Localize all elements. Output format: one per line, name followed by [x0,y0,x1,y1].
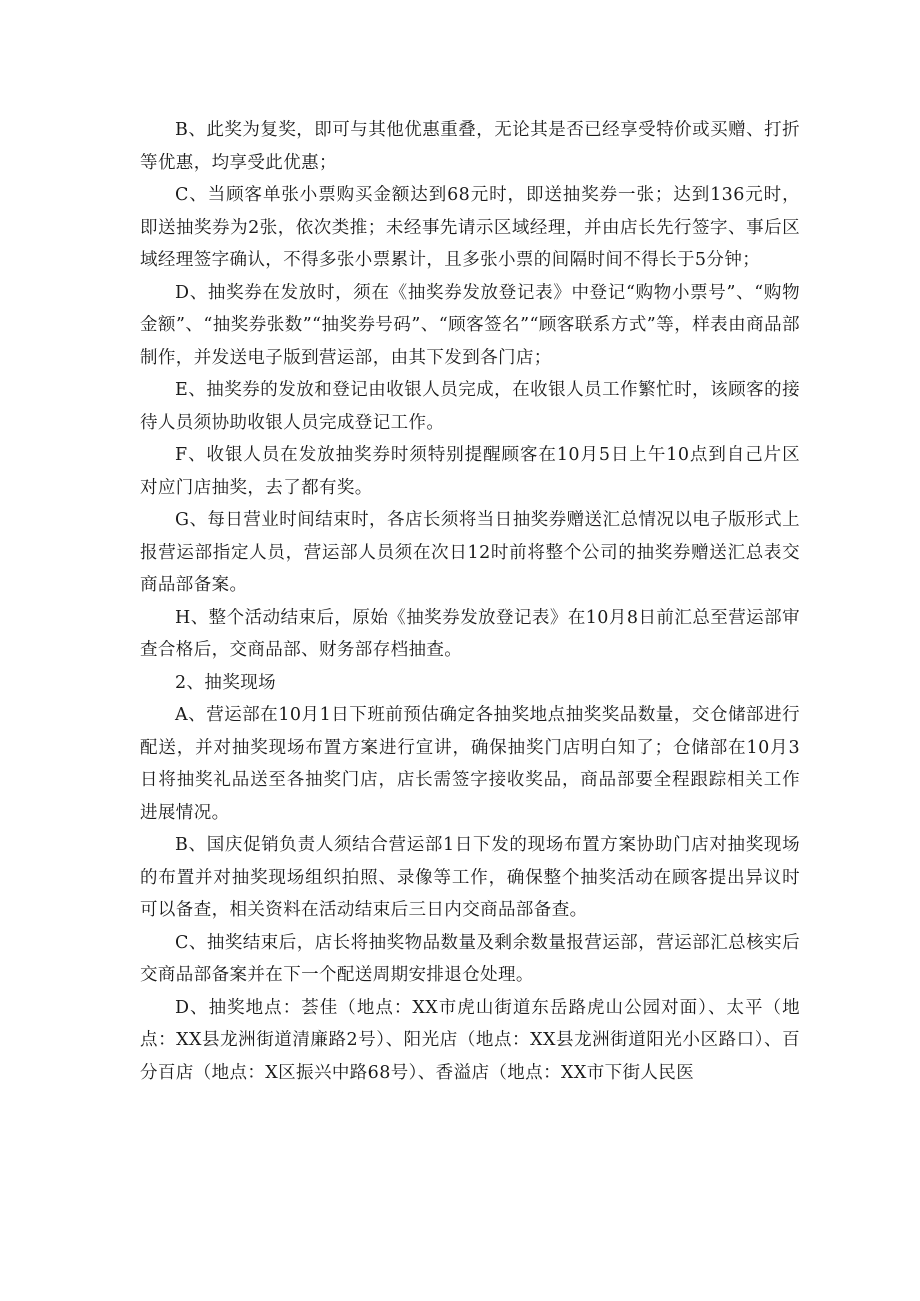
paragraph-b: B、此奖为复奖，即可与其他优惠重叠，无论其是否已经享受特价或买赠、打折等优惠，均享受此优惠； [140,120,800,173]
section-paragraph-b: B、国庆促销负责人须结合营运部1日下发的现场布置方案协助门店对抽奖现场的布置并对抽奖现场组织拍照、录像等工作，确保整个抽奖活动在顾客提出异议时可以备查，相关资料在活动结束后三日内交商品部备查。 [140,835,800,920]
section-paragraph-c: C、抽奖结束后，店长将抽奖物品数量及剩余数量报营运部，营运部汇总核实后交商品部备案并在下一个配送周期安排退仓处理。 [140,932,800,985]
paragraph-g: G、每日营业时间结束时，各店长须将当日抽奖券赠送汇总情况以电子版形式上报营运部指定人员，营运部人员须在次日12时前将整个公司的抽奖券赠送汇总表交商品部备案。 [140,510,800,595]
document-body [140,114,800,1089]
paragraph-d: D、抽奖券在发放时，须在《抽奖券发放登记表》中登记“购物小票号”、“购物金额”、“抽奖券张数”“抽奖券号码”、“顾客签名”“顾客联系方式”等，样表由商品部制作，并发送电子版到营运部，由其下发到各门店； [140,282,800,368]
paragraph-h: H、整个活动结束后，原始《抽奖券发放登记表》在10月8日前汇总至营运部审查合格后，交商品部、财务部存档抽查。 [140,607,800,660]
section-paragraph-a: A、营运部在10月1日下班前预估确定各抽奖地点抽奖奖品数量，交仓储部进行配送，并对抽奖现场布置方案进行宣讲，确保抽奖门店明白知了；仓储部在10月3日将抽奖礼品送至各抽奖门店，店长需签字接收奖品，商品部要全程跟踪相关工作进展情况。 [140,705,800,823]
paragraph-e: E、抽奖券的发放和登记由收银人员完成，在收银人员工作繁忙时，该顾客的接待人员须协助收银人员完成登记工作。 [140,380,800,433]
section-paragraph-d: D、抽奖地点：荟佳（地点：XX市虎山街道东岳路虎山公园对面）、太平（地点：XX县龙洲街道清廉路2号）、阳光店（地点：XX县龙洲街道阳光小区路口）、百分百店（地点：X区振兴中路68号）、香溢店（地点：XX市下街人民医 [140,997,800,1083]
paragraph-f: F、收银人员在发放抽奖券时须特别提醒顾客在10月5日上午10点到自己片区对应门店抽奖，去了都有奖。 [140,445,800,498]
section-heading: 2、抽奖现场 [175,672,277,693]
paragraph-c: C、当顾客单张小票购买金额达到68元时，即送抽奖券一张；达到136元时，即送抽奖券为2张，依次类推；未经事先请示区域经理，并由店长先行签字、事后区域经理签字确认，不得多张小票累计，且多张小票的间隔时间不得长于5分钟； [140,185,800,270]
